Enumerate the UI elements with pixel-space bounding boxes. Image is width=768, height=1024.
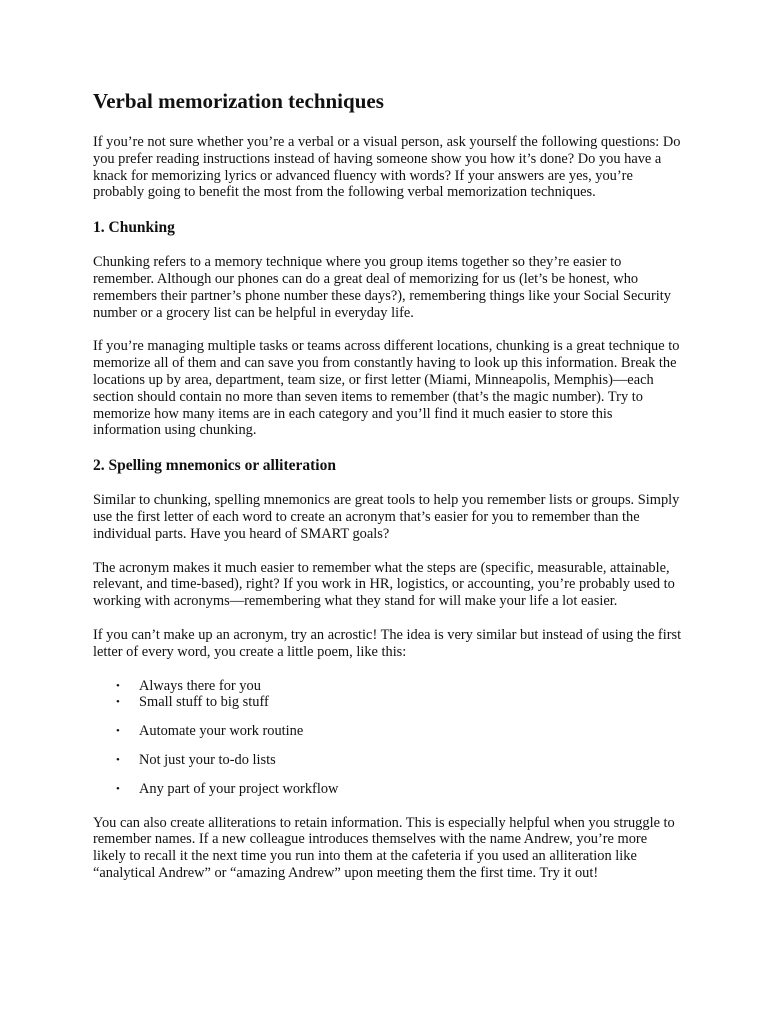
mnemonics-paragraph-2: The acronym makes it much easier to remember what the steps are (specific, measurable, attainable, relevant, and time-based), right? If you work in HR, logistics, or accounting, you’re probably used to working with acronyms—remembering what they stand for will make your life a lot easier. <box>93 559 675 610</box>
section-heading-mnemonics: 2. Spelling mnemonics or alliteration <box>93 457 336 475</box>
list-item-text: Automate your work routine <box>139 723 304 740</box>
document-page <box>93 88 683 899</box>
list-item <box>93 752 683 769</box>
bullet-icon: • <box>116 753 120 766</box>
mnemonics-paragraph-4: You can also create alliterations to retain information. This is especially helpful when you struggle to remember names. If a new colleague introduces themselves with the name Andrew, you’re more likely to recall it the next time you run into them at the cafeteria if you used an alliteration like “analytical Andrew” or “amazing Andrew” upon meeting them the first time. Try it out! <box>93 814 675 881</box>
list-item <box>93 694 683 711</box>
bullet-icon: • <box>116 725 120 738</box>
bullet-icon: • <box>116 696 120 709</box>
list-item <box>93 723 683 740</box>
bullet-icon: • <box>116 679 120 692</box>
list-item-text: Small stuff to big stuff <box>139 694 269 711</box>
bullet-icon: • <box>116 782 120 795</box>
chunking-paragraph-2: If you’re managing multiple tasks or teams across different locations, chunking is a great technique to memorize all of them and can save you from constantly having to look up this information. Break the locations up by area, department, team size, or first letter (Miami, Minneapolis, Memphis)—each section should contain no more than seven items to remember (that’s the magic number). Try to memorize how many items are in each category and you’ll find it much easier to store this information using chunking. <box>93 338 680 439</box>
intro-paragraph: If you’re not sure whether you’re a verbal or a visual person, ask yourself the following questions: Do you prefer reading instructions instead of having someone show you how it’s done? Do you have a knack for memorizing lyrics or advanced fluency with words? If your answers are yes, you’re probably going to benefit the most from the following verbal memorization techniques. <box>93 134 681 201</box>
mnemonics-paragraph-1: Similar to chunking, spelling mnemonics are great tools to help you remember lists or groups. Simply use the first letter of each word to create an acronym that’s easier for you to remember than the individual parts. Have you heard of SMART goals? <box>93 492 680 542</box>
mnemonics-paragraph-3: If you can’t make up an acronym, try an acrostic! The idea is very similar but instead of using the first letter of every word, you create a little poem, like this: <box>93 626 682 660</box>
page-title: Verbal memorization techniques <box>93 89 384 113</box>
list-item-text: Not just your to-do lists <box>139 751 276 768</box>
list-item <box>93 678 683 695</box>
section-heading-chunking: 1. Chunking <box>93 219 175 237</box>
list-item <box>93 781 683 798</box>
acrostic-list <box>93 678 683 798</box>
list-item-text: Any part of your project workflow <box>139 780 339 797</box>
list-item-text: Always there for you <box>139 677 261 694</box>
chunking-paragraph-1: Chunking refers to a memory technique where you group items together so they’re easier to remember. Although our phones can do a great deal of memorizing for us (let’s be honest, who remembers their partner’s phone number these days?), remembering things like your Social Security number or a grocery list can be helpful in everyday life. <box>93 254 671 321</box>
